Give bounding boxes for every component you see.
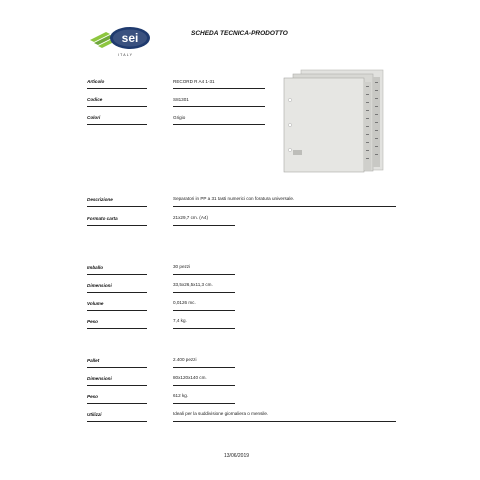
label-pallet: Pallet — [87, 358, 100, 363]
divider — [173, 274, 235, 275]
divider — [173, 292, 235, 293]
divider — [87, 292, 147, 293]
divider — [87, 124, 147, 125]
divider — [87, 206, 147, 207]
divider — [87, 403, 147, 404]
product-image — [283, 68, 385, 173]
label-paper-format: Formato carta — [87, 216, 118, 221]
value-pallet: 2.400 pezzi — [173, 357, 197, 362]
label-pallet-weight: Peso — [87, 394, 98, 399]
label-volume: Volume — [87, 301, 104, 306]
value-volume: 0,0126 mc. — [173, 300, 196, 305]
label-pallet-dimensions: Dimensioni — [87, 376, 112, 381]
logo-text: sei — [121, 31, 139, 45]
divider — [173, 403, 235, 404]
value-pallet-dimensions: 80x120x140 cm. — [173, 375, 207, 380]
label-description: Descrizione — [87, 197, 113, 202]
divider — [173, 206, 396, 207]
value-description: Separatori in PP a 31 tasti numerici con foratura universale. — [173, 196, 295, 201]
value-pallet-weight: 612 kg. — [173, 393, 189, 398]
divider — [173, 367, 235, 368]
divider — [87, 328, 147, 329]
divider — [87, 367, 147, 368]
value-colors: Grigio — [173, 115, 186, 120]
divider — [87, 88, 147, 89]
label-dimensions: Dimensioni — [87, 283, 112, 288]
value-code: S81301 — [173, 97, 189, 102]
value-uses: Ideali per la suddivisione giornaliera o mensile. — [173, 411, 269, 416]
label-packing: Imballo — [87, 265, 104, 270]
divider — [173, 385, 235, 386]
value-packing: 30 pezzi — [173, 264, 191, 269]
divider — [87, 225, 147, 226]
label-article: Articolo — [87, 79, 105, 84]
value-paper-format: 21x29,7 cm. (A4) — [173, 215, 208, 220]
value-dimensions: 33,5x26,5x11,3 cm. — [173, 282, 213, 287]
divider — [87, 274, 147, 275]
logo-subtext: ITALY — [118, 53, 134, 57]
value-weight: 7,4 kg. — [173, 318, 187, 323]
label-code: Codice — [87, 97, 103, 102]
footer-date: 13/06/2019 — [224, 453, 250, 459]
divider — [173, 328, 235, 329]
label-colors: Colori — [87, 115, 101, 120]
divider — [87, 106, 147, 107]
page-title: SCHEDA TECNICA-PRODOTTO — [191, 30, 288, 37]
divider — [87, 421, 147, 422]
divider — [87, 310, 147, 311]
divider — [173, 124, 265, 125]
value-article: RECORD R A4 1-31 — [173, 79, 215, 84]
divider — [173, 421, 396, 422]
divider — [173, 106, 265, 107]
divider — [173, 225, 235, 226]
divider — [173, 88, 265, 89]
label-uses: Utilizzi — [87, 412, 102, 417]
label-weight: Peso — [87, 319, 98, 324]
divider — [173, 310, 235, 311]
divider — [87, 385, 147, 386]
